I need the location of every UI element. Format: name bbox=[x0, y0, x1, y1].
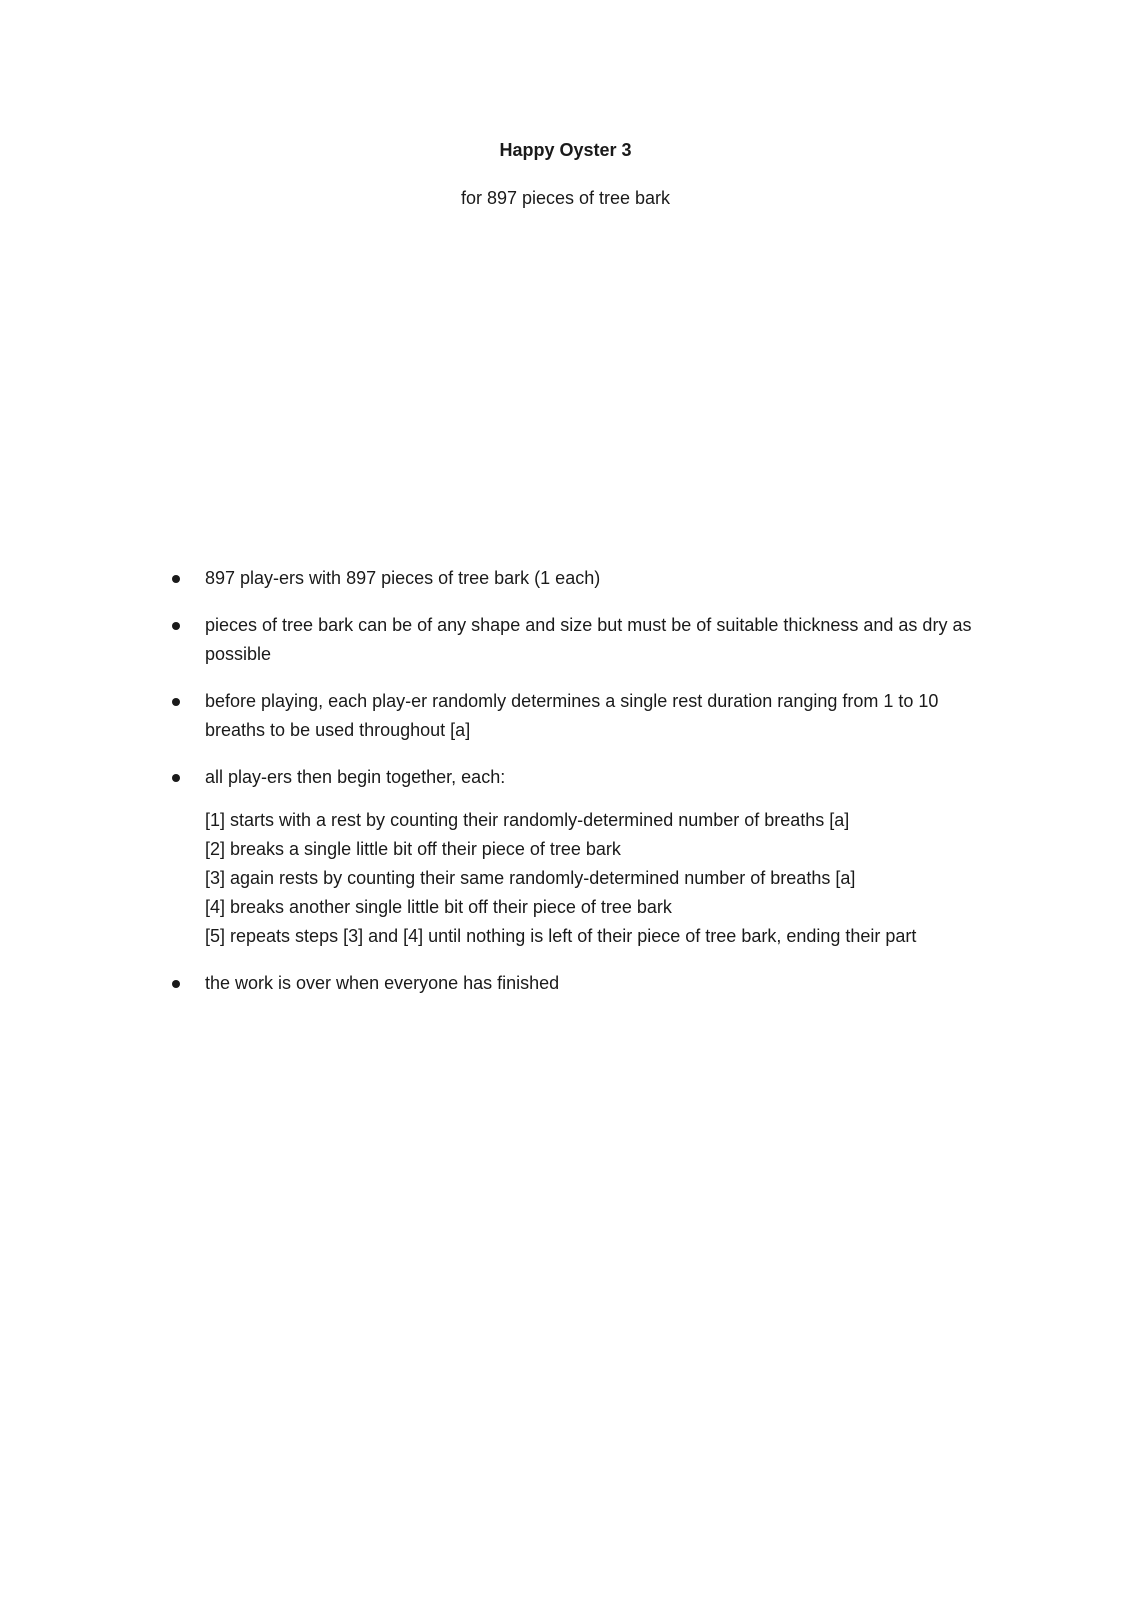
instruction-item bbox=[0, 564, 995, 593]
instruction-list bbox=[0, 564, 1131, 1016]
bullet-icon bbox=[172, 575, 180, 583]
instruction-text: before playing, each play-er randomly determines a single rest duration ranging from 1 to 10 breaths to be used throughout [a] bbox=[205, 691, 939, 740]
step-item: [4] breaks another single little bit off their piece of tree bark bbox=[205, 897, 672, 917]
instruction-text: all play-ers then begin together, each: bbox=[205, 767, 506, 787]
step-item: [2] breaks a single little bit off their piece of tree bark bbox=[205, 839, 621, 859]
step-list bbox=[205, 806, 995, 951]
instruction-text: pieces of tree bark can be of any shape and size but must be of suitable thickness and as dry as possible bbox=[205, 615, 972, 664]
instruction-item bbox=[0, 969, 995, 998]
bullet-icon bbox=[172, 698, 180, 706]
instruction-item bbox=[0, 611, 995, 669]
bullet-icon bbox=[172, 622, 180, 630]
bullet-icon bbox=[172, 774, 180, 782]
document-title: Happy Oyster 3 bbox=[499, 140, 632, 160]
bullet-icon bbox=[172, 980, 180, 988]
instruction-text: the work is over when everyone has finished bbox=[205, 973, 560, 993]
step-item: [5] repeats steps [3] and [4] until nothing is left of their piece of tree bark, ending their part bbox=[205, 926, 917, 946]
step-item: [1] starts with a rest by counting their randomly-determined number of breaths [a] bbox=[205, 810, 850, 830]
instruction-item bbox=[0, 687, 995, 745]
step-item: [3] again rests by counting their same randomly-determined number of breaths [a] bbox=[205, 868, 856, 888]
document-subtitle: for 897 pieces of tree bark bbox=[460, 188, 671, 208]
instruction-text: 897 play-ers with 897 pieces of tree bark (1 each) bbox=[205, 568, 601, 588]
instruction-item bbox=[0, 763, 995, 951]
